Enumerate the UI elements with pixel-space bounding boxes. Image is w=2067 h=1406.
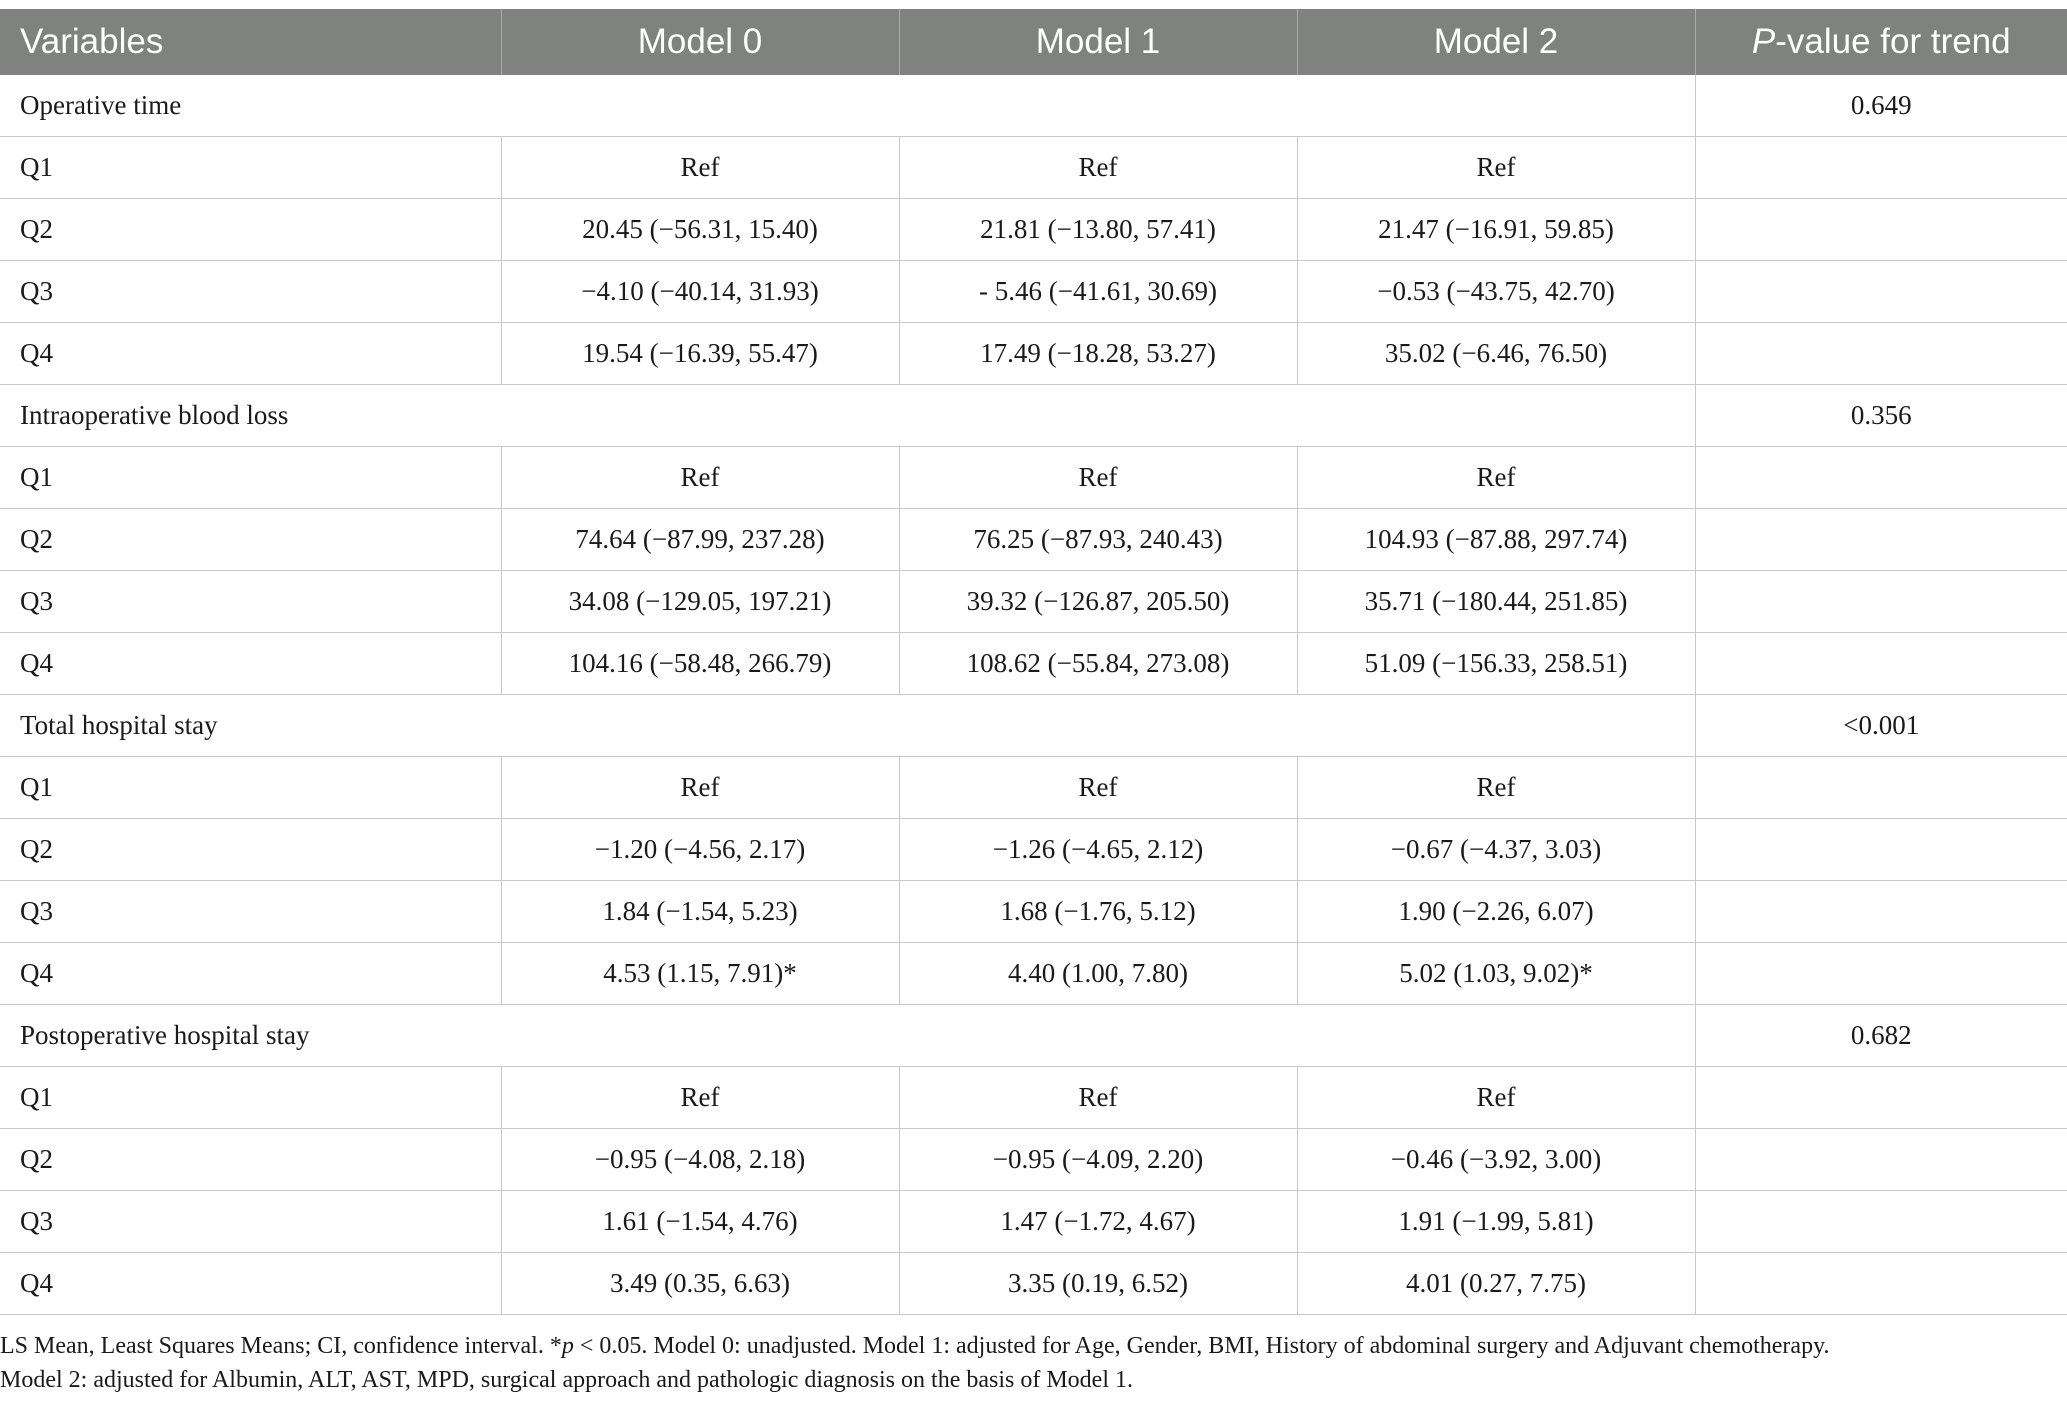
model-2-value: 35.02 (−6.46, 76.50) — [1297, 323, 1695, 385]
model-0-value: Ref — [501, 757, 899, 819]
model-1-value: 76.25 (−87.93, 240.43) — [899, 509, 1297, 571]
model-0-value: 4.53 (1.15, 7.91)* — [501, 943, 899, 1005]
model-2-value: 51.09 (−156.33, 258.51) — [1297, 633, 1695, 695]
table-row — [0, 1253, 2067, 1315]
table-footnote — [0, 1329, 2067, 1397]
group-label: Operative time — [0, 75, 1695, 137]
p-value-for-trend: 0.682 — [1695, 1005, 2067, 1067]
model-0-value: 104.16 (−58.48, 266.79) — [501, 633, 899, 695]
model-1-value: 4.40 (1.00, 7.80) — [899, 943, 1297, 1005]
quartile-label: Q2 — [0, 819, 501, 881]
model-0-value: −4.10 (−40.14, 31.93) — [501, 261, 899, 323]
quartile-label: Q3 — [0, 261, 501, 323]
quartile-label: Q4 — [0, 323, 501, 385]
model-2-value: 35.71 (−180.44, 251.85) — [1297, 571, 1695, 633]
model-2-value: Ref — [1297, 447, 1695, 509]
model-1-value: Ref — [899, 137, 1297, 199]
group-label: Total hospital stay — [0, 695, 1695, 757]
header-model-0: Model 0 — [501, 9, 899, 75]
model-1-value: 1.47 (−1.72, 4.67) — [899, 1191, 1297, 1253]
header-row — [0, 9, 2067, 75]
model-2-value: Ref — [1297, 137, 1695, 199]
header-p-rest: -value for trend — [1775, 22, 2011, 61]
model-0-value: 1.84 (−1.54, 5.23) — [501, 881, 899, 943]
model-1-value: 1.68 (−1.76, 5.12) — [899, 881, 1297, 943]
quartile-label: Q1 — [0, 757, 501, 819]
table-row — [0, 757, 2067, 819]
header-model-2: Model 2 — [1297, 9, 1695, 75]
table-row — [0, 1129, 2067, 1191]
model-2-value: 5.02 (1.03, 9.02)* — [1297, 943, 1695, 1005]
header-p-italic: P — [1751, 22, 1776, 61]
table-row — [0, 509, 2067, 571]
model-1-value: −0.95 (−4.09, 2.20) — [899, 1129, 1297, 1191]
model-0-value: 1.61 (−1.54, 4.76) — [501, 1191, 899, 1253]
p-value-empty — [1695, 571, 2067, 633]
model-0-value: Ref — [501, 447, 899, 509]
table-row — [0, 633, 2067, 695]
p-value-empty — [1695, 633, 2067, 695]
p-value-empty — [1695, 199, 2067, 261]
table-row — [0, 1191, 2067, 1253]
table-row — [0, 881, 2067, 943]
p-value-empty — [1695, 881, 2067, 943]
p-value-empty — [1695, 1253, 2067, 1315]
model-2-value: −0.46 (−3.92, 3.00) — [1297, 1129, 1695, 1191]
p-value-empty — [1695, 137, 2067, 199]
p-value-for-trend: 0.356 — [1695, 385, 2067, 447]
table-header — [0, 9, 2067, 75]
model-1-value: 17.49 (−18.28, 53.27) — [899, 323, 1297, 385]
table-row — [0, 819, 2067, 881]
model-1-value: - 5.46 (−41.61, 30.69) — [899, 261, 1297, 323]
model-0-value: −0.95 (−4.08, 2.18) — [501, 1129, 899, 1191]
p-value-empty — [1695, 1129, 2067, 1191]
quartile-label: Q1 — [0, 447, 501, 509]
model-0-value: 3.49 (0.35, 6.63) — [501, 1253, 899, 1315]
quartile-label: Q1 — [0, 137, 501, 199]
model-1-value: 39.32 (−126.87, 205.50) — [899, 571, 1297, 633]
group-row — [0, 1005, 2067, 1067]
model-0-value: 74.64 (−87.99, 237.28) — [501, 509, 899, 571]
model-0-value: 19.54 (−16.39, 55.47) — [501, 323, 899, 385]
p-value-empty — [1695, 943, 2067, 1005]
p-value-empty — [1695, 1067, 2067, 1129]
header-p-value — [1695, 9, 2067, 75]
model-1-value: Ref — [899, 1067, 1297, 1129]
footnote-text-b: < 0.05. Model 0: unadjusted. Model 1: adjusted for Age, Gender, BMI, History of abdominal surgery and Adjuvant chemotherapy. — [573, 1333, 1830, 1359]
p-value-empty — [1695, 819, 2067, 881]
quartile-label: Q3 — [0, 1191, 501, 1253]
model-1-value: Ref — [899, 757, 1297, 819]
quartile-label: Q4 — [0, 1253, 501, 1315]
model-1-value: Ref — [899, 447, 1297, 509]
quartile-label: Q3 — [0, 881, 501, 943]
table-row — [0, 447, 2067, 509]
group-label: Intraoperative blood loss — [0, 385, 1695, 447]
table-row — [0, 571, 2067, 633]
model-2-value: 1.91 (−1.99, 5.81) — [1297, 1191, 1695, 1253]
model-2-value: −0.67 (−4.37, 3.03) — [1297, 819, 1695, 881]
p-value-for-trend: 0.649 — [1695, 75, 2067, 137]
model-0-value: 20.45 (−56.31, 15.40) — [501, 199, 899, 261]
table-row — [0, 137, 2067, 199]
quartile-label: Q2 — [0, 1129, 501, 1191]
model-1-value: 108.62 (−55.84, 273.08) — [899, 633, 1297, 695]
results-table — [0, 9, 2067, 1315]
quartile-label: Q4 — [0, 943, 501, 1005]
quartile-label: Q2 — [0, 509, 501, 571]
p-value-empty — [1695, 1191, 2067, 1253]
model-0-value: Ref — [501, 1067, 899, 1129]
model-2-value: −0.53 (−43.75, 42.70) — [1297, 261, 1695, 323]
table-row — [0, 943, 2067, 1005]
model-2-value: Ref — [1297, 1067, 1695, 1129]
table-row — [0, 261, 2067, 323]
model-2-value: 21.47 (−16.91, 59.85) — [1297, 199, 1695, 261]
p-value-for-trend: <0.001 — [1695, 695, 2067, 757]
p-value-empty — [1695, 757, 2067, 819]
quartile-label: Q1 — [0, 1067, 501, 1129]
model-0-value: −1.20 (−4.56, 2.17) — [501, 819, 899, 881]
group-row — [0, 695, 2067, 757]
p-value-empty — [1695, 447, 2067, 509]
footnote-text-a: LS Mean, Least Squares Means; CI, confidence interval. * — [0, 1333, 562, 1359]
header-model-1: Model 1 — [899, 9, 1297, 75]
model-1-value: 21.81 (−13.80, 57.41) — [899, 199, 1297, 261]
model-1-value: 3.35 (0.19, 6.52) — [899, 1253, 1297, 1315]
model-2-value: 1.90 (−2.26, 6.07) — [1297, 881, 1695, 943]
quartile-label: Q4 — [0, 633, 501, 695]
table-body — [0, 75, 2067, 1315]
footnote-p-italic: p — [561, 1333, 574, 1359]
footnote-line-2: Model 2: adjusted for Albumin, ALT, AST, MPD, surgical approach and pathologic diagnosis on the basis of Model 1. — [0, 1367, 1133, 1393]
header-variables: Variables — [0, 9, 501, 75]
model-2-value: 104.93 (−87.88, 297.74) — [1297, 509, 1695, 571]
model-0-value: Ref — [501, 137, 899, 199]
quartile-label: Q2 — [0, 199, 501, 261]
p-value-empty — [1695, 261, 2067, 323]
model-2-value: Ref — [1297, 757, 1695, 819]
table-row — [0, 1067, 2067, 1129]
model-0-value: 34.08 (−129.05, 197.21) — [501, 571, 899, 633]
p-value-empty — [1695, 323, 2067, 385]
table-container — [0, 9, 2067, 1397]
table-row — [0, 323, 2067, 385]
p-value-empty — [1695, 509, 2067, 571]
footnote-line-1 — [0, 1329, 2067, 1363]
table-row — [0, 199, 2067, 261]
group-row — [0, 385, 2067, 447]
group-row — [0, 75, 2067, 137]
model-2-value: 4.01 (0.27, 7.75) — [1297, 1253, 1695, 1315]
group-label: Postoperative hospital stay — [0, 1005, 1695, 1067]
model-1-value: −1.26 (−4.65, 2.12) — [899, 819, 1297, 881]
quartile-label: Q3 — [0, 571, 501, 633]
